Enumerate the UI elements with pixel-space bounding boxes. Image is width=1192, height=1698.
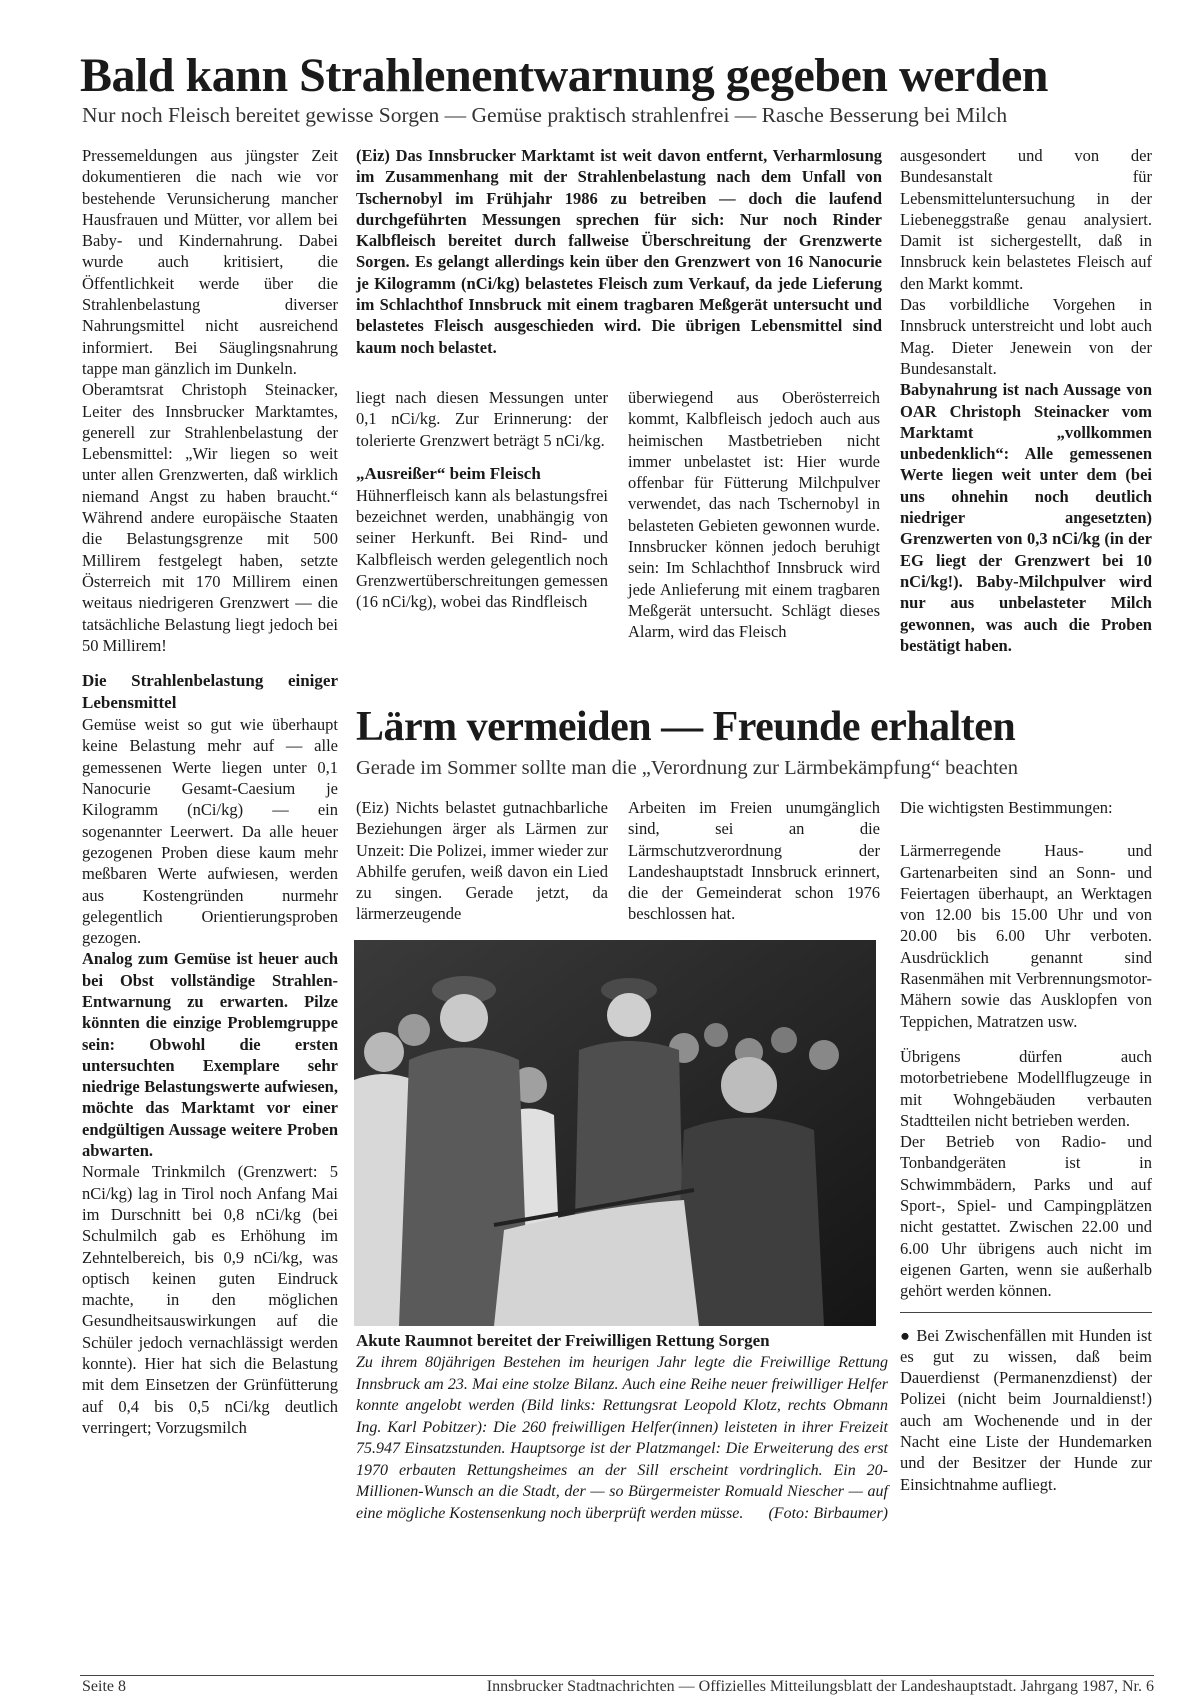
photo-caption-title: Akute Raumnot bereitet der Freiwilligen Rettung Sorgen	[356, 1331, 770, 1350]
col4-paragraph-3: Babynahrung ist nach Aussage von OAR Christoph Steinacker vom Marktamt „vollkommen unbedenklich“: Alle gemessenen Werte liegen weit unter dem (bei uns ohnehin noch deutlich niedriger angesetzten) Grenzwerten von 0,3 nCi/kg (in der EG liegt der Grenzwert bei 10 nCi/kg!). Baby-Milchpulver wird nur aus unbelasteter Milch gewonnen, was auch die Proben bestätigt haben.	[900, 380, 1152, 655]
col1-subtitle: Die Strahlenbelastung einiger Lebensmittel	[82, 671, 338, 713]
column-4	[900, 145, 1152, 656]
column-divider	[900, 1312, 1152, 1313]
article2-col2-text: Arbeiten im Freien unumgänglich sind, sei an die Lärmschutzverordnung der Landeshauptstadt Innsbruck erinnert, die der Gemeinderat schon 1976 beschlossen hat.	[628, 798, 880, 924]
footer-publication: Innsbrucker Stadtnachrichten — Offizielles Mitteilungsblatt der Landeshauptstadt. Jahrgang 1987, Nr. 6	[486, 1678, 1154, 1695]
column-3	[628, 387, 880, 643]
photo-caption	[356, 1352, 888, 1524]
article2-column-3	[900, 797, 1152, 1495]
article2-col3-heading: Die wichtigsten Bestimmungen:	[900, 798, 1113, 817]
photo-credit: (Foto: Birbaumer)	[768, 1504, 888, 1522]
photo-illustration	[354, 940, 876, 1326]
footer-rule	[80, 1675, 1154, 1676]
col2-paragraph-1: liegt nach diesen Messungen unter 0,1 nCi/kg. Zur Erinnerung: der tolerierte Grenzwert beträgt 5 nCi/kg.	[356, 388, 608, 450]
article2-headline: Lärm vermeiden — Freunde erhalten	[356, 704, 1016, 750]
article2-col3-paragraph-2: Lärmerregende Haus- und Gartenarbeiten sind an Sonn- und Feiertagen überhaupt, an Werktagen von 12.00 bis 15.00 Uhr und von 20.00 bis 6.00 Uhr verboten. Ausdrücklich genannt sind Rasenmähen mit Verbrennungsmotor-Mähern sowie das Ausklopfen von Teppichen, Matratzen usw.	[900, 841, 1152, 1031]
col3-paragraph-1: überwiegend aus Oberösterreich kommt, Kalbfleisch jedoch auch aus heimischen Mastbetrieben nicht immer unbelastet ist: Hier wurde offenbar für Fütterung Milchpulver verwendet, das nach Tschernobyl in belasteten Gebieten gewonnen wurde. Innsbrucker können jedoch beruhigt sein: Im Schlachthof Innsbruck wird jede Anlieferung mit einem tragbaren Meßgerät untersucht. Schlägt dieses Alarm, wird das Fleisch	[628, 388, 880, 642]
col1-paragraph-4: Analog zum Gemüse ist heuer auch bei Obst vollständige Strahlen-Entwarnung zu erwarten. Pilze könnten die einzige Problemgruppe sein: Obwohl die ersten untersuchten Exemplare sehr niedrige Belastungswerte aufwiesen, möchte das Marktamt vor einer endgültigen Aussage weitere Proben abwarten.	[82, 949, 338, 1161]
article-subhead: Nur noch Fleisch bereitet gewisse Sorgen — Gemüse praktisch strahlenfrei — Rasche Besserung bei Milch	[82, 103, 1008, 127]
footer-page-number: Seite 8	[82, 1678, 126, 1695]
photo-caption-text: Zu ihrem 80jährigen Bestehen im heurigen Jahr legte die Freiwillige Rettung Innsbruck am 23. Mai eine stolze Bilanz. Auch eine Reihe neuer freiwilliger Helfer konnte angelobt werden (Bild links: Rettungsrat Leopold Klotz, rechts Obmann Ing. Karl Pobitzer): Die 260 freiwilligen Helfer(innen) leisteten in ihrer Freizeit 75.947 Einsatzstunden. Hauptsorge ist der Platzmangel: Die Erweiterung des erst 1970 erbauten Rettungsheimes an der Sill erscheint vordringlich. Ein 20-Millionen-Wunsch an die Stadt, der — so Bürgermeister Romuald Niescher — auf eine mögliche Kostensenkung noch überprüft werden müsse.	[356, 1354, 888, 1522]
column-1	[82, 145, 338, 1438]
article2-column-1	[356, 797, 608, 925]
article-headline: Bald kann Strahlenentwarnung gegeben werden	[80, 49, 1048, 102]
bullet-icon: ●	[900, 1325, 917, 1345]
article2-col3-paragraph-5-text: Bei Zwischenfällen mit Hunden ist es gut zu wissen, daß beim Dauerdienst (Permanenzdienst) der Polizei (nicht beim Journaldienst!) auch am Wochenende und in der Nacht eine Liste der Hundemarken und der Besitzer der Hunde zur Einsichtnahme aufliegt.	[900, 1325, 1153, 1494]
col1-paragraph-2: Oberamtsrat Christoph Steinacker, Leiter des Innsbrucker Marktamtes, generell zur Strahlenbelastung der Lebensmittel: „Wir liegen so weit unter allen Grenzwerten, daß wirklich niemand Angst zu haben braucht.“ Während andere europäische Staaten die Belastungsgrenze mit 500 Millirem festgelegt haben, setzte Österreich mit 170 Millirem einen weitaus niedrigeren Grenzwert — die tatsächliche Belastung liegt jedoch bei 50 Millirem!	[82, 380, 338, 655]
lead-paragraph	[356, 145, 882, 358]
col4-paragraph-2: Das vorbildliche Vorgehen in Innsbruck unterstreicht und lobt auch Mag. Dieter Jenewein von der Bundesanstalt.	[900, 295, 1152, 378]
article2-col3-paragraph-4: Der Betrieb von Radio- und Tonbandgeräten ist in Schwimmbädern, Parks und auf Sport-, Spiel- und Campingplätzen nicht gestattet. Zwischen 22.00 und 6.00 Uhr übrigens auch nicht im eigenen Garten, wenn sie außerhalb gehört werden können.	[900, 1132, 1152, 1301]
col1-paragraph-5: Normale Trinkmilch (Grenzwert: 5 nCi/kg) lag in Tirol noch Anfang Mai im Durschnitt bei 0,8 nCi/kg (bei Schulmilch gab es Erhöhung im Zehntelbereich, bis 0,9 nCi/kg, was optisch keinen guten Eindruck machte, in den möglichen Gesundheitsauswirkungen auf die Schüler jedoch vernachlässigt werden konnte). Hier hat sich die Belastung mit dem Einsetzen der Grünfütterung auf 0,4 bis 0,5 nCi/kg deutlich verringert; Vorzugsmilch	[82, 1162, 338, 1437]
col2-subtitle: „Ausreißer“ beim Fleisch	[356, 463, 541, 483]
article2-column-2	[628, 797, 880, 925]
article2-col3-paragraph-5	[900, 1325, 1152, 1495]
article2-col1-text: (Eiz) Nichts belastet gutnachbarliche Beziehungen ärger als Lärmen zur Unzeit: Die Polizei, immer wieder zur Abhilfe gerufen, weiß davon ein Lied zu singen. Gerade jetzt, da lärmerzeugende	[356, 798, 608, 924]
col2-paragraph-2: Hühnerfleisch kann als belastungsfrei bezeichnet werden, unabhängig von seiner Herkunft. Bei Rind- und Kalbfleisch werden gelegentlich noch Grenzwertüberschreitungen gemessen (16 nCi/kg), wobei das Rindfleisch	[356, 485, 608, 612]
col1-paragraph-3: Gemüse weist so gut wie überhaupt keine Belastung mehr auf — alle gemessenen Werte liegen unter 0,1 Nanocurie Gesamt-Caesium je Kilogramm (nCi/kg) — ein sogenannter Leerwert. Da alle heuer gezogenen Proben diese kaum mehr meßbaren Werte aufwiesen, werden aus Kostengründen nurmehr gelegentlich Orientierungsproben gezogen.	[82, 715, 338, 948]
news-photo	[354, 940, 876, 1326]
article2-col3-paragraph-3: Übrigens dürfen auch motorbetriebene Modellflugzeuge in mit Wohngebäuden verbauten Stadtteilen nicht betrieben werden.	[900, 1046, 1152, 1130]
col4-paragraph-1: ausgesondert und von der Bundesanstalt für Lebensmitteluntersuchung in der Liebeneggstraße genau analysiert. Damit ist sichergestellt, daß in Innsbruck kein belastetes Fleisch auf den Markt kommt.	[900, 146, 1152, 293]
lead-text: (Eiz) Das Innsbrucker Marktamt ist weit davon entfernt, Verharmlosung im Zusammenhang mit der Strahlenbelastung nach dem Unfall von Tschernobyl im Frühjahr 1986 zu betreiben — doch die laufend durchgeführten Messungen sprechen für sich: Nur noch Rinder Kalbfleisch bereitet durch fallweise Überschreitung der Grenzwerte Sorgen. Es gelangt allerdings kein über den Grenzwert von 16 Nanocurie je Kilogramm (nCi/kg) belastetes Fleisch zum Verkauf, da jede Lieferung im Schlachthof Innsbruck mit einem tragbaren Meßgerät untersucht und belastetes Fleisch ausgeschieden wird. Die übrigen Lebensmittel sind kaum noch belastet.	[356, 146, 882, 357]
article2-subhead: Gerade im Sommer sollte man die „Verordnung zur Lärmbekämpfung“ beachten	[356, 757, 1019, 779]
column-2	[356, 387, 608, 613]
col1-paragraph-1: Pressemeldungen aus jüngster Zeit dokumentieren die nach wie vor bestehende Verunsicherung mancher Hausfrauen und Mütter, vor allem bei Baby- und Kindernahrung. Dabei wurde auch kritisiert, die Öffentlichkeit werde über die Strahlenbelastung diverser Nahrungsmittel nicht ausreichend informiert. Bei Säuglingsnahrung tappe man gänzlich im Dunkeln.	[82, 146, 338, 378]
